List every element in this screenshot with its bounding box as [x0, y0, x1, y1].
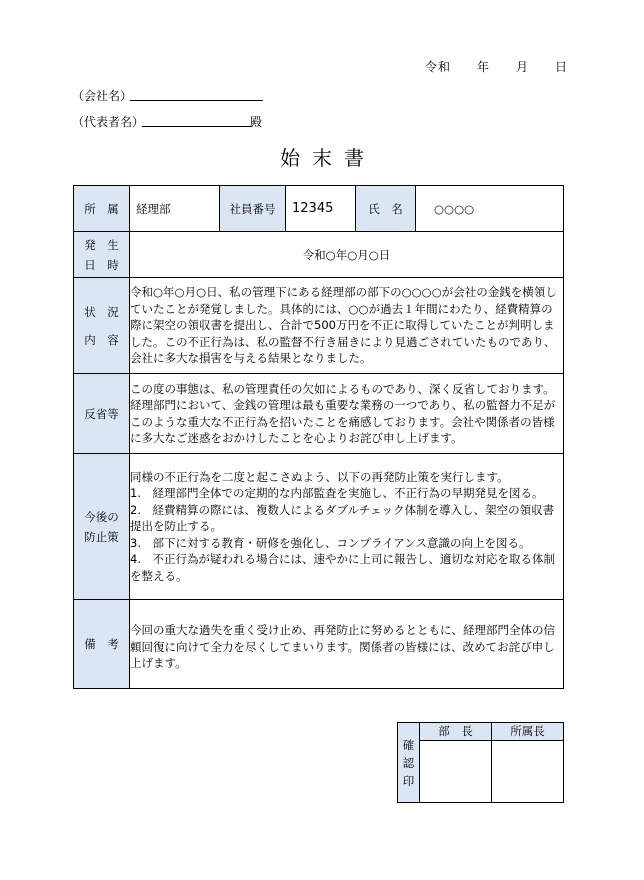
occurrence-label-line1: 発 生: [84, 237, 119, 252]
honorific: 殿: [250, 115, 263, 129]
confirmation-stamp-row: [398, 741, 564, 803]
prevention-item: 3. 部下に対する教育・研修を強化し、コンプライアンス意識の向上を図る。: [130, 535, 531, 550]
reflection-label: 反省等: [74, 374, 130, 454]
supervisor-stamp-box[interactable]: [492, 741, 564, 803]
reflection-text: この度の事態は、私の管理責任の欠如によるものであり、深く反省しております。経理部門において、金銭の管理は最も重要な業務の一つであり、私の監督力不足がこのような重大な不正行為を招いたことを痛感しております。会社や関係者の皆様に多大なご迷惑をおかけしたことを心よりお詫び申し上げます。: [130, 374, 564, 454]
name-label: 氏 名: [356, 186, 416, 232]
occurrence-label: [74, 232, 130, 278]
representative-label: （代表者名）: [72, 115, 145, 129]
remarks-row: [74, 600, 564, 689]
prevention-item: 1. 経理部門全体での定期的な内部監査を実施し、不正行為の早期発見を図る。: [130, 486, 544, 501]
date-line: 令和 年 月 日: [425, 60, 569, 74]
prevention-label-line2: 防止策: [84, 529, 119, 544]
department-head-stamp-box[interactable]: [420, 741, 492, 803]
prevention-text: [130, 454, 564, 600]
confirmation-stamp-table: [397, 722, 564, 803]
company-underline: [130, 100, 263, 101]
employee-no-value: 12345: [286, 186, 356, 232]
occurrence-row: [74, 232, 564, 278]
remarks-text: 今回の重大な過失を重く受け止め、再発防止に努めるとともに、経理部門全体の信頼回復に向けて全力を尽くしてまいります。関係者の皆様には、改めてお詫び申し上げます。: [130, 600, 564, 689]
stamp-label: [398, 723, 420, 803]
dept-value: 経理部: [130, 186, 220, 232]
situation-row: [74, 278, 564, 374]
prevention-label-line1: 今後の: [84, 509, 119, 524]
dept-label: 所 属: [74, 186, 130, 232]
supervisor-label: 所属長: [492, 723, 564, 741]
stamp-label-char: 認: [402, 755, 415, 770]
incident-form-table: [73, 185, 564, 689]
department-head-label: 部 長: [420, 723, 492, 741]
confirmation-header-row: [398, 723, 564, 741]
situation-text: 令和○年○月○日、私の管理下にある経理部の部下の○○○○が会社の金銭を横領していたことが発覚しました。具体的には、○○が過去１年間にわたり、経費精算の際に架空の領収書を提出し、合計で500万円を不正に取得していたことが判明しました。この不正行為は、私の監督不行き届きにより見過ごされていたものであり、会社に多大な損害を与える結果となりました。: [130, 278, 564, 374]
situation-label-line2: 内 容: [84, 332, 119, 347]
stamp-label-char: 印: [402, 773, 415, 788]
prevention-label: [74, 454, 130, 600]
prevention-row: [74, 454, 564, 600]
situation-label: [74, 278, 130, 374]
name-value: ○○○○: [416, 186, 564, 232]
prevention-item: 4. 不正行為が疑われる場合には、速やかに上司に報告し、適切な対応を取る体制を整える。: [130, 552, 555, 583]
occurrence-value: 令和○年○月○日: [130, 232, 564, 278]
situation-label-line1: 状 況: [84, 304, 119, 319]
occurrence-label-line2: 日 時: [84, 257, 119, 272]
remarks-label: 備 考: [74, 600, 130, 689]
prevention-item: 2. 経費精算の際には、複数人によるダブルチェック体制を導入し、架空の領収書提出を防止する。: [130, 502, 555, 534]
stamp-label-char: 確: [402, 737, 415, 752]
page-title: 始末書: [280, 146, 376, 170]
company-label: （会社名）: [72, 89, 133, 103]
employee-no-label: 社員番号: [220, 186, 286, 232]
info-row: [74, 186, 564, 232]
representative-underline: [142, 126, 252, 127]
reflection-row: [74, 374, 564, 454]
prevention-intro: 同様の不正行為を二度と起こさぬよう、以下の再発防止策を実行します。: [130, 469, 509, 484]
